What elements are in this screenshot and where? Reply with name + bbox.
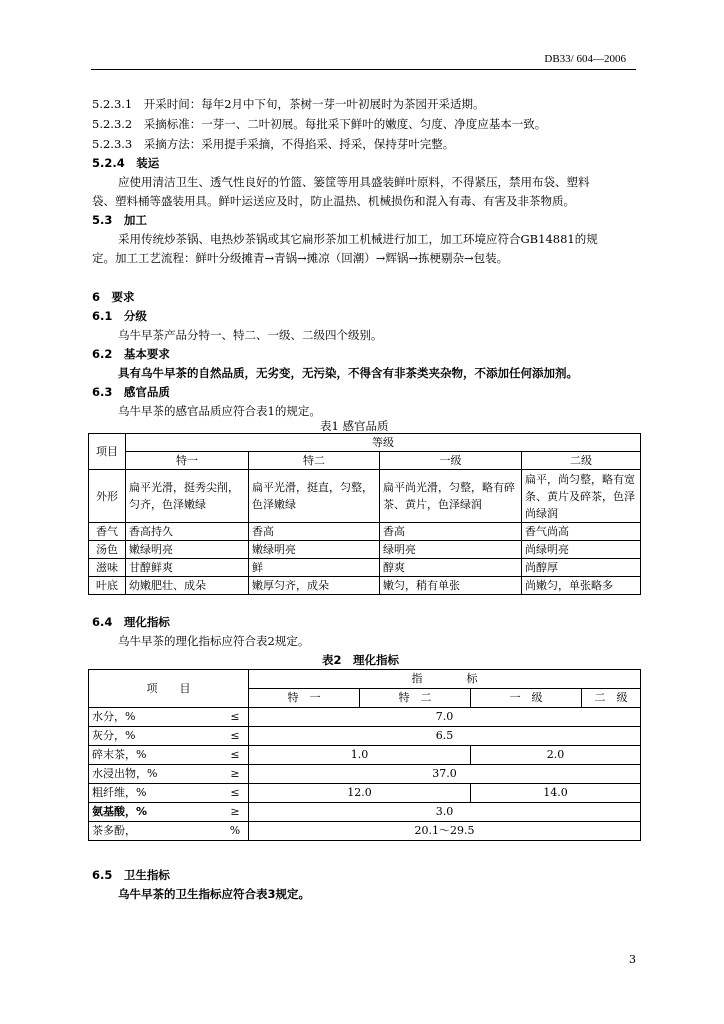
table2-value: 14.0 [470, 784, 640, 803]
paragraph-6-1: 乌牛早茶产品分特一、特二、一级、二级四个级别。 [118, 328, 383, 342]
table2-row-label: 粗纤维，% [89, 784, 222, 803]
clause-5-2-3-3: 5.2.3.3 采摘方法：采用提手采摘，不得掐采、捋采，保持芽叶完整。 [92, 137, 455, 151]
physicochemical-table [88, 669, 641, 841]
table2-grade-cell: 二 级 [581, 689, 640, 708]
heading-6-3: 6.3 感官品质 [92, 385, 170, 399]
table2-value: 3.0 [248, 803, 640, 822]
paragraph-5-3-line2: 定。加工工艺流程：鲜叶分级摊青→青锅→摊凉（回潮）→辉锅→拣梗剔杂→包装。 [92, 251, 509, 265]
heading-5-3: 5.3 加工 [92, 213, 147, 227]
table1-cell: 扁平光滑，挺秀尖削，匀齐，色泽嫩绿 [126, 470, 249, 523]
heading-6: 6 要求 [92, 290, 135, 304]
table1-grade-cell: 特一 [126, 452, 249, 470]
table1-cell: 嫩绿明亮 [126, 541, 249, 559]
paragraph-5-3-line1: 采用传统炒茶锅、电热炒茶锅或其它扁形茶加工机械进行加工，加工环境应符合GB14881的规 [118, 232, 598, 246]
table2-value: 12.0 [248, 784, 470, 803]
table2-row-label: 氨基酸，% [89, 803, 222, 822]
table2-grade-cell: 特 一 [248, 689, 359, 708]
table2-item-header: 项 目 [89, 670, 249, 708]
page-number: 3 [629, 953, 636, 966]
paragraph-6-3: 乌牛早茶的感官品质应符合表1的规定。 [118, 404, 321, 418]
table1-cell: 扁平，尚匀整，略有宽条、黄片及碎茶，色泽尚绿润 [522, 470, 641, 523]
heading-5-2-4: 5.2.4 装运 [92, 156, 160, 170]
table2-value: 2.0 [470, 746, 640, 765]
table1-cell: 甘醇鲜爽 [126, 559, 249, 577]
paragraph-6-5: 乌牛早茶的卫生指标应符合表3规定。 [118, 887, 310, 901]
table1-caption: 表1 感官品质 [320, 419, 389, 433]
document-code: DB33/ 604—2006 [544, 53, 626, 65]
table2-row-operator: ≤ [222, 746, 249, 765]
table1-cell: 香高 [249, 523, 380, 541]
table1-cell: 幼嫩肥壮、成朵 [126, 577, 249, 595]
table1-cell: 嫩厚匀齐，成朵 [249, 577, 380, 595]
paragraph-5-2-4-line1: 应使用清洁卫生、透气性良好的竹篮、篓筐等用具盛装鲜叶原料，不得紧压，禁用布袋、塑料 [118, 175, 590, 189]
table2-value: 37.0 [248, 765, 640, 784]
table1-cell: 香气尚高 [522, 523, 641, 541]
table1-cell: 尚绿明亮 [522, 541, 641, 559]
table1-cell: 尚醇厚 [522, 559, 641, 577]
table2-grade-cell: 特 二 [359, 689, 470, 708]
table1-grade-cell: 一级 [380, 452, 522, 470]
table2-value: 20.1～29.5 [248, 822, 640, 841]
table1-cell: 扁平光滑，挺直，匀整，色泽嫩绿 [249, 470, 380, 523]
table1-grade-header: 等级 [126, 434, 641, 452]
paragraph-5-2-4-line2: 袋、塑料桶等盛装用具。鲜叶运送应及时，防止温热、机械损伤和混入有毒、有害及非茶物质。 [92, 194, 575, 208]
table1-cell: 嫩绿明亮 [249, 541, 380, 559]
header-rule [91, 69, 636, 70]
table2-value: 7.0 [248, 708, 640, 727]
paragraph-6-4: 乌牛早茶的理化指标应符合表2规定。 [118, 634, 310, 648]
table2-value: 1.0 [248, 746, 470, 765]
table2-row-label: 灰分，% [89, 727, 222, 746]
sensory-quality-table [88, 433, 641, 595]
table1-cell: 香高持久 [126, 523, 249, 541]
table1-cell: 鲜 [249, 559, 380, 577]
table1-cell: 尚嫩匀，单张略多 [522, 577, 641, 595]
clause-5-2-3-1: 5.2.3.1 开采时间：每年2月中下旬，茶树一芽一叶初展时为茶园开采适期。 [92, 97, 485, 111]
table2-row-operator: ≥ [222, 765, 249, 784]
table1-cell: 香高 [380, 523, 522, 541]
table1-cell: 嫩匀，稍有单张 [380, 577, 522, 595]
table1-cell: 醇爽 [380, 559, 522, 577]
table1-row-label: 叶底 [89, 577, 126, 595]
table2-row-operator: % [222, 822, 249, 841]
table1-row-label: 香气 [89, 523, 126, 541]
table1-row-label: 汤色 [89, 541, 126, 559]
table2-row-label: 水分，% [89, 708, 222, 727]
table2-value: 6.5 [248, 727, 640, 746]
heading-6-4: 6.4 理化指标 [92, 615, 170, 629]
table2-row-operator: ≤ [222, 727, 249, 746]
table1-cell: 扁平尚光滑，匀整，略有碎茶、黄片，色泽绿润 [380, 470, 522, 523]
heading-6-2: 6.2 基本要求 [92, 347, 170, 361]
table1-cell: 绿明亮 [380, 541, 522, 559]
table1-item-header: 项目 [89, 434, 126, 470]
table1-row-label: 外形 [89, 470, 126, 523]
table2-grade-cell: 一 级 [470, 689, 581, 708]
table2-caption: 表2 理化指标 [322, 653, 400, 667]
heading-6-5: 6.5 卫生指标 [92, 868, 170, 882]
table2-row-operator: ≥ [222, 803, 249, 822]
table1-row-label: 滋味 [89, 559, 126, 577]
table1-grade-cell: 二级 [522, 452, 641, 470]
table2-index-header: 指 标 [248, 670, 640, 689]
paragraph-6-2: 具有乌牛早茶的自然品质，无劣变，无污染，不得含有非茶类夹杂物，不添加任何添加剂。 [118, 366, 578, 380]
clause-5-2-3-2: 5.2.3.2 采摘标准：一芽一、二叶初展。每批采下鲜叶的嫩度、匀度、净度应基本一致。 [92, 117, 547, 131]
table2-row-label: 碎末茶，% [89, 746, 222, 765]
table2-row-operator: ≤ [222, 784, 249, 803]
table1-grade-cell: 特二 [249, 452, 380, 470]
table2-row-label: 水浸出物，% [89, 765, 222, 784]
table2-row-label: 茶多酚， [89, 822, 222, 841]
heading-6-1: 6.1 分级 [92, 309, 147, 323]
table2-row-operator: ≤ [222, 708, 249, 727]
